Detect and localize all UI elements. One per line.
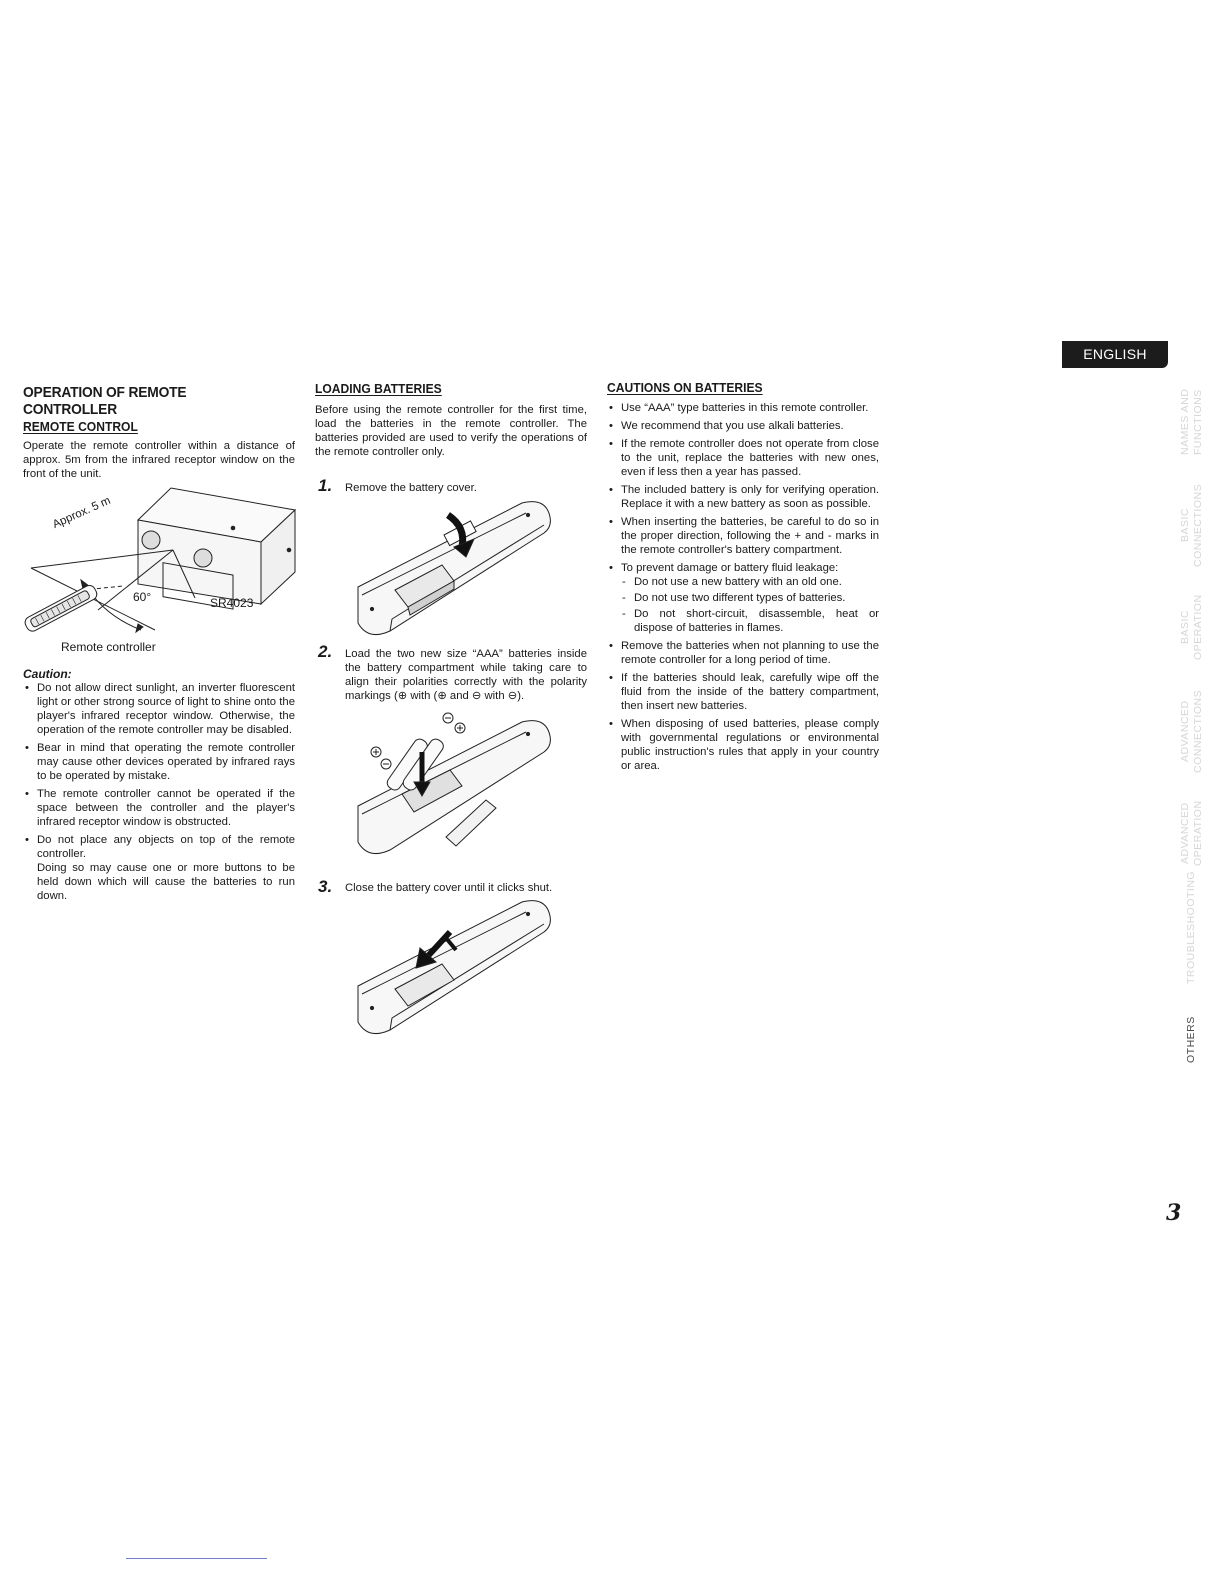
step-3-text: Close the battery cover until it clicks shut. bbox=[345, 882, 553, 894]
side-tab-line: OPERATION bbox=[1192, 594, 1204, 660]
remote-control-intro: Operate the remote controller within a distance of approx. 5m from the infrared receptor window on the front of the unit. bbox=[23, 440, 295, 480]
step-1-number: 1. bbox=[318, 476, 333, 495]
load-batteries-illustration bbox=[350, 712, 560, 867]
caution-item-text: Do not place any objects on top of the remote controller. bbox=[37, 834, 295, 860]
section-title: OPERATION OF REMOTE CONTROLLER bbox=[23, 384, 187, 418]
step-3-figure bbox=[350, 894, 555, 1044]
model-label: SR4023 bbox=[210, 596, 254, 610]
volume-knob-left bbox=[142, 531, 160, 549]
step-3-number: 3. bbox=[318, 877, 333, 896]
caution-label: Caution: bbox=[23, 667, 72, 681]
language-tab: ENGLISH bbox=[1062, 341, 1168, 368]
battery-caution-item: • Use “AAA” type batteries in this remote controller. bbox=[607, 401, 879, 415]
side-tab-advanced-operation-2 bbox=[1193, 800, 1213, 866]
footer-rule bbox=[126, 1558, 267, 1559]
caution-item-extra: Doing so may cause one or more buttons to be held down which will cause the batteries to run down. bbox=[37, 862, 295, 902]
approx-distance-label: Approx. 5 m bbox=[51, 494, 113, 531]
side-tab-names-functions-2 bbox=[1193, 388, 1213, 456]
step-1-figure bbox=[350, 495, 555, 645]
volume-knob-right bbox=[194, 549, 212, 567]
battery-caution-item: • If the remote controller does not operate from close to the unit, replace the batteries with new ones, even if less then a year has passed. bbox=[607, 437, 879, 479]
side-tab-others bbox=[1186, 1015, 1206, 1065]
side-tab-line: NAMES AND bbox=[1179, 388, 1191, 456]
caution-item: • Do not allow direct sunlight, an inverter fluorescent light or other strong source of light to shine onto the player's infrared receptor window. Otherwise, the operation of the remote controller may be disabled. bbox=[23, 681, 295, 737]
side-tab-line: ADVANCED bbox=[1179, 802, 1191, 864]
caution-item bbox=[23, 833, 295, 903]
remove-cover-illustration bbox=[350, 495, 555, 640]
leakage-sublist bbox=[621, 575, 879, 635]
leakage-subitem: - Do not short-circuit, disassemble, heat or dispose of batteries in flames. bbox=[621, 607, 879, 635]
side-tab-line: FUNCTIONS bbox=[1192, 389, 1204, 455]
close-cover-illustration bbox=[350, 894, 555, 1039]
side-tab-basic-operation-2 bbox=[1193, 592, 1213, 662]
side-tab-line: ADVANCED bbox=[1179, 700, 1191, 762]
remote-control-heading: REMOTE CONTROL bbox=[23, 419, 138, 434]
remote-controller-drawing bbox=[23, 583, 99, 633]
leakage-subitem: - Do not use a new battery with an old one. bbox=[621, 575, 879, 589]
side-tab-line: TROUBLESHOOTING bbox=[1185, 870, 1197, 984]
side-tab-line: OPERATION bbox=[1192, 800, 1204, 866]
battery-caution-item: • If the batteries should leak, carefully wipe off the fluid from the inside of the battery compartment, then insert new batteries. bbox=[607, 671, 879, 713]
battery-caution-item: • We recommend that you use alkali batteries. bbox=[607, 419, 879, 433]
leakage-subitem: - Do not use two different types of batteries. bbox=[621, 591, 879, 605]
battery-caution-item: • The included battery is only for verifying operation. Replace it with a new battery as soon as possible. bbox=[607, 483, 879, 511]
page-number: 3 bbox=[1166, 1200, 1182, 1226]
side-tab-advanced-connections-2 bbox=[1193, 688, 1213, 774]
side-tab-basic-connections-2 bbox=[1193, 482, 1213, 568]
side-tab-troubleshooting bbox=[1185, 870, 1206, 984]
loading-batteries-intro: Before using the remote controller for the first time, load the batteries in the remote controller. The batteries provided are used to verify the operations of the remote controller only. bbox=[315, 404, 587, 458]
battery-caution-item: • When inserting the batteries, be careful to do so in the proper direction, following the + and - marks in the remote controller's battery compartment. bbox=[607, 515, 879, 557]
remote-range-figure bbox=[23, 480, 298, 660]
battery-caution-item bbox=[607, 561, 879, 635]
side-tab-line: CONNECTIONS bbox=[1192, 483, 1204, 567]
caution-item: • Bear in mind that operating the remote controller may cause other devices operated by infrared rays to be operated by mistake. bbox=[23, 741, 295, 783]
cautions-heading: CAUTIONS ON BATTERIES bbox=[607, 380, 763, 395]
step-1-text: Remove the battery cover. bbox=[345, 482, 477, 494]
caution-list bbox=[23, 681, 295, 907]
caution-item: • The remote controller cannot be operated if the space between the controller and the player's infrared receptor window is obstructed. bbox=[23, 787, 295, 829]
side-tab-line: BASIC bbox=[1179, 508, 1191, 543]
step-2-text: Load the two new size “AAA” batteries inside the battery compartment while taking care to align their polarities correctly with the polarity markings (⊕ with (⊕ and ⊖ with ⊖). bbox=[345, 648, 587, 702]
angle-label: 60° bbox=[133, 590, 152, 604]
remote-controller-label: Remote controller bbox=[61, 640, 156, 654]
loading-batteries-heading: LOADING BATTERIES bbox=[315, 381, 442, 396]
step-2-number: 2. bbox=[318, 642, 333, 661]
side-tab-line: CONNECTIONS bbox=[1192, 689, 1204, 773]
side-tab-line: BASIC bbox=[1179, 610, 1191, 645]
battery-caution-list bbox=[607, 401, 879, 777]
leakage-caution-text: To prevent damage or battery fluid leakage: bbox=[621, 562, 839, 574]
remote-range-illustration bbox=[23, 480, 298, 660]
side-tab-line: OTHERS bbox=[1185, 1016, 1197, 1064]
battery-caution-item: • Remove the batteries when not planning to use the remote controller for a long period of time. bbox=[607, 639, 879, 667]
step-2-figure bbox=[350, 712, 560, 872]
battery-caution-item: • When disposing of used batteries, please comply with governmental regulations or environmental public instruction's rules that apply in your country or area. bbox=[607, 717, 879, 773]
